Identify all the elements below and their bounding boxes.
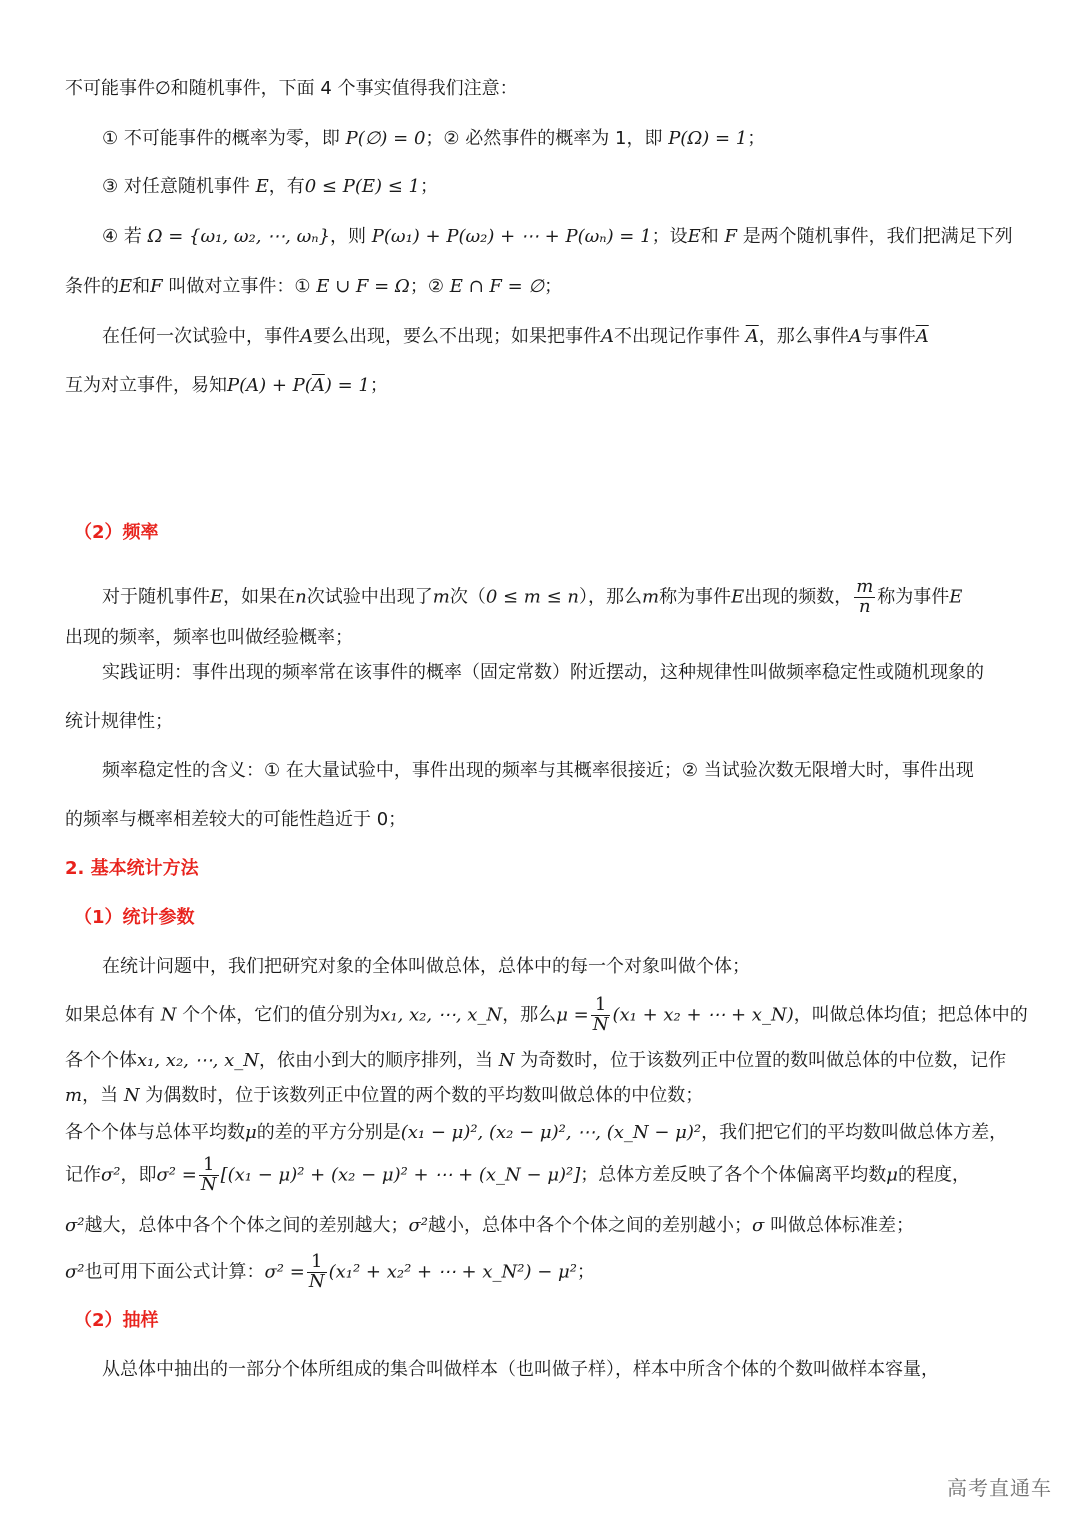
math-var: E: [255, 176, 269, 197]
fraction-denominator: N: [592, 1013, 609, 1035]
math-var: σ²: [408, 1215, 429, 1236]
text: 的差的平方分别是: [256, 1122, 401, 1143]
math-var-complement: $\overline{A}$: [311, 375, 325, 396]
fraction-m-over-n: [854, 578, 875, 617]
fraction-numerator: 1: [199, 1156, 219, 1176]
text: 为奇数时，位于该数列正中位置的数叫做总体的中位数，记作: [520, 1050, 1007, 1071]
math-var: m: [641, 586, 660, 608]
math-var: F: [724, 226, 737, 247]
math-expr: (x₁² + x₂² + ⋯ + x_N²) − μ²: [328, 1261, 577, 1283]
section-heading-statistics: 2. 基本统计方法: [65, 858, 199, 879]
paragraph-line: [65, 274, 1030, 300]
fraction-numerator: 1: [591, 996, 611, 1016]
text: 与事件: [861, 326, 916, 347]
math-var: N: [160, 1004, 177, 1026]
text: ；设: [651, 226, 688, 247]
math-expr: μ =: [556, 1004, 589, 1026]
math-var: E: [210, 586, 224, 608]
text: 出现的频数，: [744, 586, 853, 608]
paragraph-line: [102, 174, 1030, 200]
math-var: m: [432, 586, 450, 608]
math-expr: (x₁ + x₂ + ⋯ + x_N): [612, 1004, 794, 1026]
math-var: E: [949, 586, 963, 608]
text: 称为事件: [659, 586, 732, 608]
math-var: n: [295, 586, 307, 608]
text: ，则: [330, 226, 367, 247]
fraction-denominator: N: [308, 1270, 325, 1292]
text: ；② 必然事件的概率为 1，即: [425, 128, 663, 149]
math-expr: 0 ≤ m ≤ n: [485, 586, 579, 608]
paragraph-line: 在统计问题中，我们把研究对象的全体叫做总体，总体中的每一个对象叫做个体；: [102, 956, 750, 977]
text: 要么出现，要么不出现；如果把事件: [313, 326, 601, 347]
text: 次试验中出现了: [306, 586, 433, 608]
math-var: A: [300, 326, 313, 347]
text: 不可能事件∅和随机事件，下面 4 个事实值得我们注意：: [65, 78, 518, 99]
text: ，依由小到大的顺序排列，当: [258, 1050, 493, 1071]
text: ；总体方差反映了各个个体偏离平均数: [580, 1164, 887, 1186]
math-expr: [(x₁ − μ)² + (x₂ − μ)² + ⋯ + (x_N − μ)²]: [220, 1164, 581, 1186]
math-expr: 0 ≤ P(E) ≤ 1: [304, 176, 420, 197]
paragraph-line: [102, 224, 1030, 250]
paragraph-line: [65, 373, 1030, 399]
paragraph-line: [65, 1048, 1030, 1074]
watermark-text: 高考直通车: [947, 1476, 1052, 1500]
text: 称为事件: [877, 586, 950, 608]
math-expr: E ∪ F = Ω: [316, 276, 410, 297]
text: ；: [576, 1261, 595, 1283]
math-var: μ: [245, 1122, 257, 1143]
math-var-complement: $\overline{A}$: [745, 326, 759, 347]
text: 各个个体与总体平均数: [65, 1122, 245, 1143]
math-var: σ: [752, 1215, 765, 1236]
math-expr: P(∅) = 0: [345, 128, 426, 149]
fraction-denominator: N: [200, 1173, 217, 1195]
paragraph-line: 实践证明：事件出现的频率常在该事件的概率（固定常数）附近摆动，这种规律性叫做频率稳定性或随机现象的: [102, 662, 984, 683]
math-expr: σ² =: [264, 1261, 305, 1283]
text: ；②: [409, 276, 444, 297]
text: 不出现记作事件: [614, 326, 740, 347]
paragraph-line: [102, 578, 1030, 617]
text: ，即: [120, 1164, 157, 1186]
math-expr: P(A) + P(: [227, 375, 312, 396]
fraction-numerator: m: [856, 576, 874, 597]
section-heading-frequency: （2）频率: [74, 522, 159, 543]
paragraph-line: 从总体中抽出的一部分个体所组成的集合叫做样本（也叫做子样），样本中所含个体的个数叫做样本容量，: [102, 1359, 939, 1380]
math-expr: E ∩ F = ∅: [449, 276, 545, 297]
math-var: E: [119, 276, 133, 297]
section-heading-sampling: （2）抽样: [74, 1310, 159, 1331]
text: 次（: [449, 586, 486, 608]
fraction-one-over-n: [307, 1253, 327, 1292]
paragraph-line: [65, 1253, 1030, 1292]
math-expr: P(Ω) = 1: [668, 128, 748, 149]
paragraph-line: [65, 76, 1030, 102]
paragraph-line: 统计规律性；: [65, 711, 173, 732]
paragraph-line: [102, 324, 1030, 350]
text: ，当: [82, 1085, 119, 1106]
text: ；: [544, 276, 563, 297]
math-var: μ: [886, 1164, 898, 1186]
text: 为偶数时，位于该数列正中位置的两个数的平均数叫做总体的中位数；: [145, 1085, 704, 1106]
text: 和: [700, 226, 719, 247]
math-expr: Ω = {ω₁, ω₂, ⋯, ωₙ}: [147, 226, 331, 247]
section-heading-parameters: （1）统计参数: [74, 907, 195, 928]
text: ，有: [268, 176, 305, 197]
math-var: N: [498, 1050, 515, 1071]
math-var: E: [731, 586, 745, 608]
math-var: σ²: [65, 1215, 85, 1236]
text: 个个体，它们的值分别为: [182, 1004, 381, 1026]
text: 各个个体: [65, 1050, 137, 1071]
text: 也可用下面公式计算：: [84, 1261, 265, 1283]
text: 叫做总体标准差；: [770, 1215, 915, 1236]
paragraph-line: [65, 1120, 1030, 1146]
fraction-denominator: n: [858, 595, 871, 617]
paragraph-line: [65, 996, 1030, 1035]
math-expr: σ² =: [156, 1164, 197, 1186]
text: 条件的: [65, 276, 119, 297]
text: ），那么: [578, 586, 642, 608]
math-expr: ) = 1: [324, 375, 370, 396]
text: ，如果在: [223, 586, 296, 608]
paragraph-line: 的频率与概率相差较大的可能性趋近于 0；: [65, 809, 407, 830]
paragraph-line: [65, 1083, 1030, 1109]
paragraph-line: [102, 126, 1030, 152]
text: ③ 对任意随机事件: [102, 176, 250, 197]
paragraph-line: [65, 1213, 1030, 1239]
text: 记作: [65, 1164, 101, 1186]
text: ；: [420, 176, 438, 197]
math-var: A: [848, 326, 862, 347]
text: ，那么事件: [758, 326, 849, 347]
math-var: N: [123, 1085, 140, 1106]
math-expr: (x₁ − μ)², (x₂ − μ)², ⋯, (x_N − μ)²: [400, 1122, 702, 1143]
text: ④ 若: [102, 226, 142, 247]
fraction-one-over-n: [591, 996, 611, 1035]
paragraph-line: 频率稳定性的含义：① 在大量试验中，事件出现的频率与其概率很接近；② 当试验次数无限增大时，事件出现: [102, 760, 974, 781]
math-expr: x₁, x₂, ⋯, x_N: [137, 1050, 259, 1071]
text: 如果总体有: [65, 1004, 155, 1026]
text: ，那么: [502, 1004, 557, 1026]
math-var: F: [150, 276, 163, 297]
text: 互为对立事件，易知: [65, 375, 227, 396]
math-var: m: [65, 1085, 83, 1106]
text: 越大，总体中各个个体之间的差别越大；: [84, 1215, 409, 1236]
math-var-complement: $\overline{A}$: [915, 326, 929, 347]
text: ，叫做总体均值；把总体中的: [793, 1004, 1028, 1026]
math-var: σ²: [101, 1164, 121, 1186]
text: 和: [132, 276, 151, 297]
fraction-one-over-n: [199, 1156, 219, 1195]
math-expr: P(ω₁) + P(ω₂) + ⋯ + P(ωₙ) = 1: [371, 226, 652, 247]
math-var: A: [601, 326, 614, 347]
math-var: σ²: [65, 1261, 85, 1283]
text: ，我们把它们的平均数叫做总体方差，: [701, 1122, 1008, 1143]
text: 叫做对立事件：①: [168, 276, 311, 297]
text: ；: [369, 375, 388, 396]
text: 是两个随机事件，我们把满足下列: [742, 226, 1013, 247]
paragraph-line: [65, 1156, 1030, 1195]
math-var: E: [687, 226, 701, 247]
fraction-numerator: 1: [307, 1253, 327, 1273]
text: 对于随机事件: [102, 586, 210, 608]
text: 的程度，: [898, 1164, 970, 1186]
text: 在任何一次试验中，事件: [102, 326, 300, 347]
math-expr: x₁, x₂, ⋯, x_N: [380, 1004, 503, 1026]
text: ；: [747, 128, 766, 149]
paragraph-line: 出现的频率，频率也叫做经验概率；: [65, 627, 353, 648]
text: 越小，总体中各个个体之间的差别越小；: [428, 1215, 753, 1236]
text: ① 不可能事件的概率为零，即: [102, 128, 340, 149]
